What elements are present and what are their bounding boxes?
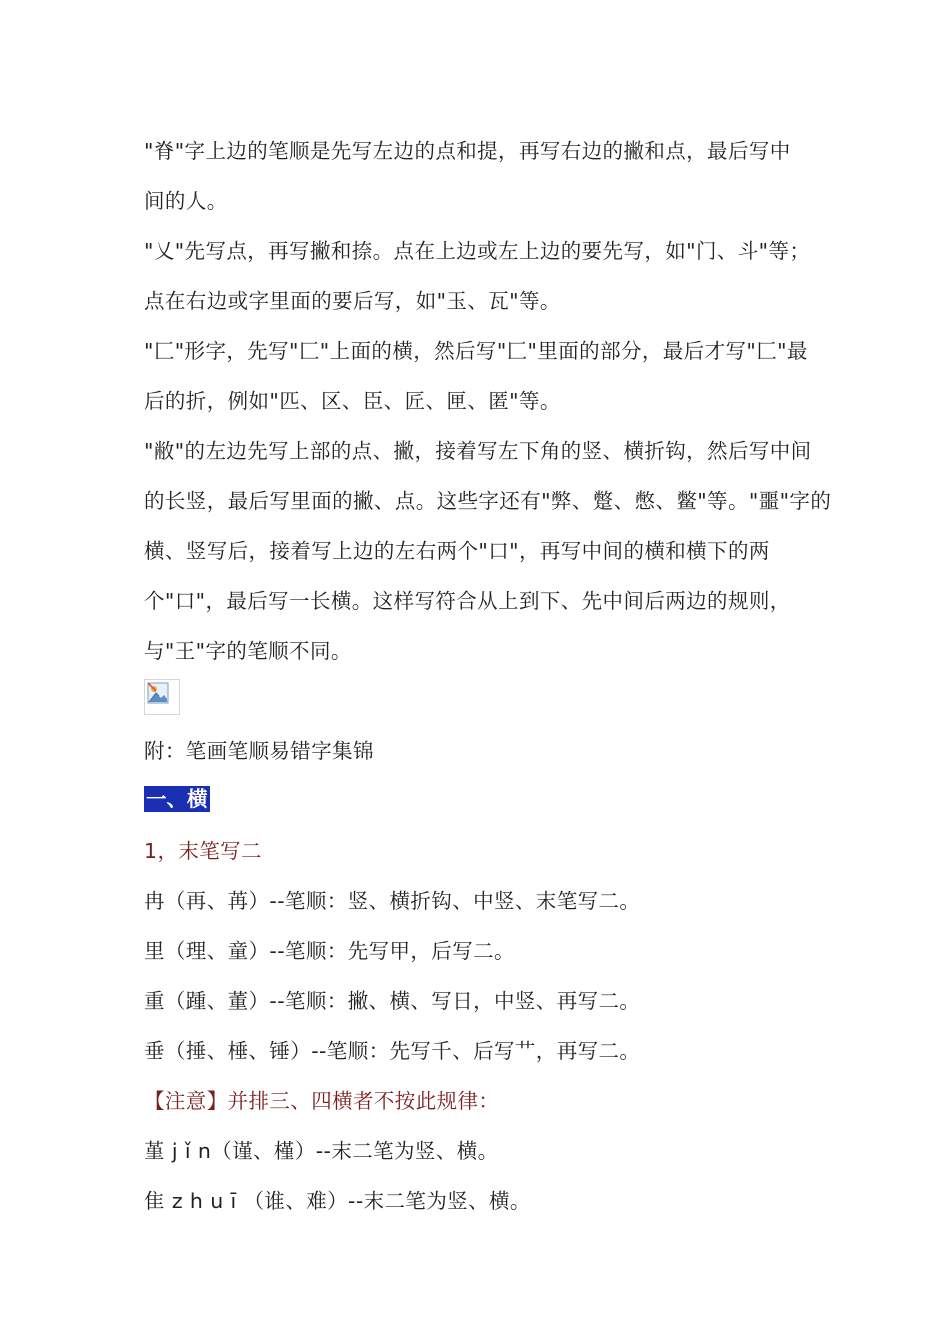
document-page [144,126,832,1226]
paragraph-yi [144,226,814,326]
image-placeholder-graphic [147,682,169,704]
inline-image-container [144,676,814,726]
paragraph-ji [144,126,814,226]
text-line: 与"王"字的笔顺不同。 [144,639,352,663]
rule-item: 里（理、童）--笔顺：先写甲，后写二。 [144,939,515,963]
paragraph-fang [144,326,814,426]
section-heading: 一、横 [146,787,208,811]
text-line: 点在右边或字里面的要后写，如"玉、瓦"等。 [144,289,561,313]
text-line: 的长竖，最后写里面的撇、点。这些字还有"弊、蹩、憋、鳖"等。"噩"字的 [144,489,832,513]
note-text: 【注意】并排三、四横者不按此规律： [144,1089,500,1113]
text-line: 个"口"，最后写一长横。这样写符合从上到下、先中间后两边的规则， [144,589,791,613]
exception-item: 堇 j ǐ n（谨、槿）--末二笔为竖、横。 [144,1139,499,1163]
paragraph-bi [144,426,832,676]
text-line: 间的人。 [144,189,228,213]
text-line: "匚"形字，先写"匚"上面的横，然后写"匚"里面的部分，最后才写"匚"最 [144,339,808,363]
text-line: "敝"的左边先写上部的点、撇，接着写左下角的竖、横折钩，然后写中间 [144,439,812,463]
text-line: 后的折，例如"匹、区、臣、匠、匣、匿"等。 [144,389,561,413]
rule-item: 冉（再、苒）--笔顺：竖、横折钩、中竖、末笔写二。 [144,889,641,913]
rule-item: 垂（捶、棰、锤）--笔顺：先写千、后写艹，再写二。 [144,1039,641,1063]
text-line: "乂"先写点，再写撇和捺。点在上边或左上边的要先写，如"门、斗"等； [144,239,811,263]
text-line: "脊"字上边的笔顺是先写左边的点和提，再写右边的撇和点，最后写中 [144,139,791,163]
section-heading-row [144,776,814,826]
broken-image-icon[interactable] [144,679,180,715]
rule-item: 重（踵、董）--笔顺：撇、横、写日，中竖、再写二。 [144,989,641,1013]
exception-item: 隹 z h u ī （谁、难）--末二笔为竖、横。 [144,1189,531,1213]
appendix-title: 附：笔画笔顺易错字集锦 [144,739,374,763]
text-line: 横、竖写后，接着写上边的左右两个"口"，再写中间的横和横下的两 [144,539,770,563]
subheading: 1，末笔写二 [144,839,262,863]
